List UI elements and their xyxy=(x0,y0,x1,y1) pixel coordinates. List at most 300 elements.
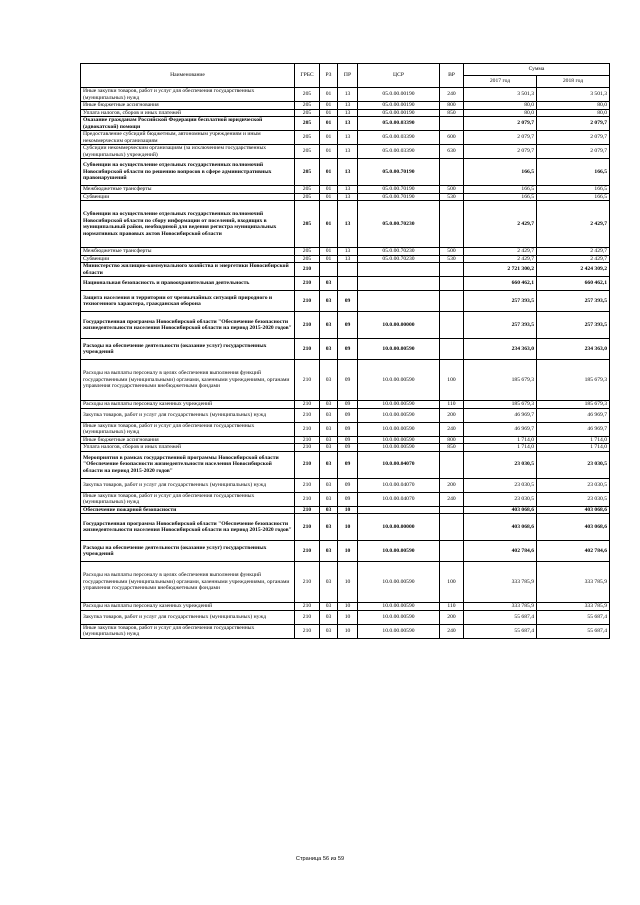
cell-vr: 500 xyxy=(440,248,464,256)
cell-grbs: 210 xyxy=(295,506,320,514)
cell-csr: 10.0.00.00590 xyxy=(358,603,440,611)
cell-name: Мероприятия в рамках государственной программы Новосибирской области "Обеспечение безопасности жизнедеятельности населения Новосибирской области на период 2015-2020 годов" xyxy=(81,451,295,478)
cell-name: Государственная программа Новосибирской области "Обеспечение безопасности жизнедеятельности населения Новосибирской области на период 2015-2020 годов" xyxy=(81,514,295,541)
cell-y2017: 1 714,0 xyxy=(464,436,537,444)
cell-rz: 03 xyxy=(320,401,338,409)
cell-pr: 13 xyxy=(338,88,358,102)
cell-y2017: 257 393,5 xyxy=(464,312,537,339)
cell-y2017: 46 969,7 xyxy=(464,422,537,436)
cell-pr: 09 xyxy=(338,339,358,360)
cell-y2018: 3 501,3 xyxy=(537,88,610,102)
cell-vr xyxy=(440,291,464,312)
cell-csr xyxy=(358,506,440,514)
cell-pr: 10 xyxy=(338,603,358,611)
cell-name: Уплата налогов, сборов и иных платежей xyxy=(81,109,295,117)
cell-grbs: 205 xyxy=(295,131,320,145)
cell-y2018: 80,0 xyxy=(537,102,610,110)
cell-name: Иные бюджетные ассигнования xyxy=(81,436,295,444)
cell-rz: 03 xyxy=(320,451,338,478)
header-rz: РЗ xyxy=(320,64,338,88)
cell-y2018: 46 969,7 xyxy=(537,408,610,422)
cell-csr: 10.0.00.00590 xyxy=(358,541,440,562)
cell-rz: 01 xyxy=(320,145,338,159)
cell-vr xyxy=(440,159,464,186)
cell-grbs: 205 xyxy=(295,145,320,159)
table-row xyxy=(81,603,610,611)
cell-rz: 01 xyxy=(320,117,338,131)
cell-pr: 09 xyxy=(338,312,358,339)
cell-y2017: 257 393,5 xyxy=(464,291,537,312)
cell-vr xyxy=(440,506,464,514)
cell-csr: 10.0.00.04070 xyxy=(358,451,440,478)
cell-y2018: 403 068,6 xyxy=(537,506,610,514)
cell-csr: 10.0.00.00000 xyxy=(358,312,440,339)
table-row xyxy=(81,444,610,452)
cell-grbs: 210 xyxy=(295,541,320,562)
table-row xyxy=(81,401,610,409)
cell-y2017: 80,0 xyxy=(464,109,537,117)
table-row xyxy=(81,624,610,638)
cell-csr: 05.0.00.70190 xyxy=(358,193,440,201)
cell-name: Расходы на выплаты персоналу в целях обеспечения выполнения функций государственными (муниципальными) органами, казенными учреждениями, органами управления государственными внебюджетными фондами xyxy=(81,562,295,603)
cell-y2017: 166,5 xyxy=(464,159,537,186)
cell-y2018: 80,0 xyxy=(537,109,610,117)
cell-y2018: 257 393,5 xyxy=(537,312,610,339)
cell-pr xyxy=(338,277,358,291)
cell-rz: 03 xyxy=(320,339,338,360)
cell-csr: 05.0.00.70190 xyxy=(358,186,440,194)
cell-grbs: 210 xyxy=(295,401,320,409)
cell-rz: 03 xyxy=(320,562,338,603)
cell-y2018: 185 679,3 xyxy=(537,360,610,401)
cell-pr: 13 xyxy=(338,193,358,201)
cell-grbs: 210 xyxy=(295,436,320,444)
table-row xyxy=(81,436,610,444)
cell-y2018: 166,5 xyxy=(537,159,610,186)
cell-grbs: 210 xyxy=(295,291,320,312)
cell-rz: 03 xyxy=(320,408,338,422)
table-row xyxy=(81,145,610,159)
cell-rz: 01 xyxy=(320,102,338,110)
cell-vr: 630 xyxy=(440,145,464,159)
cell-csr: 05.0.00.03390 xyxy=(358,131,440,145)
cell-y2017: 3 501,3 xyxy=(464,88,537,102)
cell-csr: 10.0.00.00000 xyxy=(358,514,440,541)
cell-grbs: 210 xyxy=(295,624,320,638)
cell-rz: 01 xyxy=(320,248,338,256)
table-row xyxy=(81,291,610,312)
cell-vr: 800 xyxy=(440,102,464,110)
table-body xyxy=(81,88,610,639)
cell-csr: 10.0.00.00590 xyxy=(358,360,440,401)
cell-grbs: 205 xyxy=(295,159,320,186)
cell-y2017: 166,5 xyxy=(464,186,537,194)
cell-name: Субвенции на осуществление отдельных государственных полномочий Новосибирской области по сбору информации от поселений, входящих в муниципальный район, необходимой для ведения регистра муниципальных нормативных правовых актов Новосибирской области xyxy=(81,201,295,248)
cell-name: Предоставление субсидий бюджетным, автономным учреждениям и иным некоммерческим организациям xyxy=(81,131,295,145)
cell-y2017: 55 687,4 xyxy=(464,624,537,638)
cell-y2018: 402 784,6 xyxy=(537,541,610,562)
page-number: Страница 56 из 59 xyxy=(295,856,345,862)
cell-vr xyxy=(440,117,464,131)
cell-y2018: 234 363,0 xyxy=(537,339,610,360)
cell-name: Оказание гражданам Российской Федерации бесплатной юридической (адвокатской) помощи xyxy=(81,117,295,131)
cell-csr: 05.0.00.70230 xyxy=(358,201,440,248)
cell-rz: 01 xyxy=(320,109,338,117)
cell-name: Межбюджетные трансферты xyxy=(81,248,295,256)
table-row xyxy=(81,492,610,506)
cell-rz: 03 xyxy=(320,492,338,506)
cell-y2017: 46 969,7 xyxy=(464,408,537,422)
cell-pr: 13 xyxy=(338,159,358,186)
cell-y2017: 55 687,4 xyxy=(464,610,537,624)
cell-rz: 03 xyxy=(320,291,338,312)
cell-grbs: 205 xyxy=(295,109,320,117)
cell-pr: 13 xyxy=(338,109,358,117)
cell-name: Расходы на обеспечение деятельности (оказание услуг) государственных учреждений xyxy=(81,339,295,360)
cell-vr: 530 xyxy=(440,193,464,201)
cell-vr xyxy=(440,514,464,541)
cell-y2017: 23 030,5 xyxy=(464,492,537,506)
cell-csr: 05.0.00.00190 xyxy=(358,109,440,117)
cell-grbs: 205 xyxy=(295,248,320,256)
cell-csr: 10.0.00.00590 xyxy=(358,339,440,360)
cell-vr: 110 xyxy=(440,401,464,409)
cell-vr: 240 xyxy=(440,492,464,506)
cell-vr: 800 xyxy=(440,436,464,444)
cell-csr: 05.0.00.03390 xyxy=(358,117,440,131)
cell-name: Расходы на выплаты персоналу в целях обеспечения выполнения функций государственными (муниципальными) органами, казенными учреждениями, органами управления государственными внебюджетными фондами xyxy=(81,360,295,401)
cell-rz: 03 xyxy=(320,610,338,624)
cell-grbs: 210 xyxy=(295,444,320,452)
table-row xyxy=(81,312,610,339)
cell-y2017: 2 079,7 xyxy=(464,145,537,159)
table-row xyxy=(81,117,610,131)
cell-pr: 13 xyxy=(338,145,358,159)
cell-vr xyxy=(440,339,464,360)
cell-grbs: 210 xyxy=(295,422,320,436)
cell-vr: 100 xyxy=(440,562,464,603)
cell-rz: 03 xyxy=(320,312,338,339)
cell-y2018: 2 424 309,2 xyxy=(537,263,610,277)
cell-name: Расходы на выплаты персоналу казенных учреждений xyxy=(81,401,295,409)
cell-csr: 10.0.00.04070 xyxy=(358,478,440,492)
cell-name: Закупка товаров, работ и услуг для государственных (муниципальных) нужд xyxy=(81,408,295,422)
cell-y2018: 55 687,4 xyxy=(537,624,610,638)
cell-vr xyxy=(440,312,464,339)
cell-name: Иные закупки товаров, работ и услуг для обеспечения государственных (муниципальных) нужд xyxy=(81,492,295,506)
cell-vr: 110 xyxy=(440,603,464,611)
cell-grbs: 210 xyxy=(295,514,320,541)
cell-pr: 09 xyxy=(338,422,358,436)
cell-vr xyxy=(440,451,464,478)
cell-y2018: 333 785,9 xyxy=(537,603,610,611)
cell-grbs: 210 xyxy=(295,408,320,422)
cell-y2017: 1 714,0 xyxy=(464,444,537,452)
cell-y2018: 166,5 xyxy=(537,193,610,201)
cell-vr: 240 xyxy=(440,624,464,638)
cell-pr: 10 xyxy=(338,562,358,603)
cell-y2018: 166,5 xyxy=(537,186,610,194)
cell-csr: 05.0.00.70190 xyxy=(358,159,440,186)
table-row xyxy=(81,159,610,186)
cell-y2017: 2 721 300,2 xyxy=(464,263,537,277)
cell-name: Обеспечение пожарной безопасности xyxy=(81,506,295,514)
cell-y2018: 2 429,7 xyxy=(537,248,610,256)
cell-csr: 10.0.00.00590 xyxy=(358,401,440,409)
table-row xyxy=(81,88,610,102)
table-row xyxy=(81,562,610,603)
cell-pr: 10 xyxy=(338,624,358,638)
cell-y2017: 166,5 xyxy=(464,193,537,201)
header-name: Наименование xyxy=(81,64,295,88)
cell-rz: 03 xyxy=(320,444,338,452)
cell-pr: 09 xyxy=(338,408,358,422)
table-row xyxy=(81,451,610,478)
cell-y2018: 257 393,5 xyxy=(537,291,610,312)
cell-pr: 13 xyxy=(338,102,358,110)
header-grbs: ГРБС xyxy=(295,64,320,88)
table-row xyxy=(81,186,610,194)
cell-vr: 850 xyxy=(440,109,464,117)
cell-vr: 530 xyxy=(440,255,464,263)
cell-grbs: 205 xyxy=(295,88,320,102)
header-year-2018: 2018 год xyxy=(537,76,610,88)
table-row xyxy=(81,610,610,624)
cell-csr: 10.0.00.00590 xyxy=(358,422,440,436)
cell-rz: 03 xyxy=(320,360,338,401)
cell-csr: 05.0.00.70230 xyxy=(358,248,440,256)
cell-grbs: 205 xyxy=(295,186,320,194)
cell-y2018: 1 714,0 xyxy=(537,444,610,452)
cell-pr: 09 xyxy=(338,492,358,506)
cell-pr: 10 xyxy=(338,514,358,541)
cell-y2018: 185 679,3 xyxy=(537,401,610,409)
cell-grbs: 210 xyxy=(295,492,320,506)
cell-y2017: 333 785,9 xyxy=(464,603,537,611)
cell-rz: 01 xyxy=(320,255,338,263)
cell-name: Расходы на выплаты персоналу казенных учреждений xyxy=(81,603,295,611)
cell-rz: 01 xyxy=(320,186,338,194)
cell-pr: 13 xyxy=(338,248,358,256)
cell-csr: 05.0.00.00190 xyxy=(358,88,440,102)
table-row xyxy=(81,131,610,145)
cell-y2018: 333 785,9 xyxy=(537,562,610,603)
table-row xyxy=(81,109,610,117)
cell-vr: 200 xyxy=(440,478,464,492)
table-row xyxy=(81,263,610,277)
cell-y2017: 660 462,1 xyxy=(464,277,537,291)
cell-rz: 01 xyxy=(320,193,338,201)
cell-pr: 13 xyxy=(338,117,358,131)
cell-rz: 01 xyxy=(320,131,338,145)
cell-name: Субвенции xyxy=(81,255,295,263)
cell-y2017: 2 429,7 xyxy=(464,248,537,256)
table-row xyxy=(81,514,610,541)
cell-csr: 10.0.00.00590 xyxy=(358,610,440,624)
cell-grbs: 205 xyxy=(295,201,320,248)
cell-grbs: 205 xyxy=(295,102,320,110)
cell-y2017: 23 030,5 xyxy=(464,478,537,492)
cell-grbs: 210 xyxy=(295,339,320,360)
table-row xyxy=(81,360,610,401)
cell-grbs: 210 xyxy=(295,360,320,401)
table-row xyxy=(81,478,610,492)
cell-grbs: 205 xyxy=(295,117,320,131)
cell-y2017: 402 784,6 xyxy=(464,541,537,562)
header-year-2017: 2017 год xyxy=(464,76,537,88)
cell-y2017: 185 679,3 xyxy=(464,401,537,409)
cell-rz: 03 xyxy=(320,436,338,444)
cell-name: Закупка товаров, работ и услуг для государственных (муниципальных) нужд xyxy=(81,610,295,624)
cell-y2017: 2 429,7 xyxy=(464,201,537,248)
cell-y2018: 660 462,1 xyxy=(537,277,610,291)
table-row xyxy=(81,193,610,201)
cell-grbs: 210 xyxy=(295,603,320,611)
cell-name: Закупка товаров, работ и услуг для государственных (муниципальных) нужд xyxy=(81,478,295,492)
cell-vr: 850 xyxy=(440,444,464,452)
cell-vr: 100 xyxy=(440,360,464,401)
cell-grbs: 210 xyxy=(295,263,320,277)
header-sum: Сумма xyxy=(464,64,610,76)
cell-y2018: 2 429,7 xyxy=(537,201,610,248)
cell-y2017: 185 679,3 xyxy=(464,360,537,401)
cell-y2018: 23 030,5 xyxy=(537,478,610,492)
cell-pr: 10 xyxy=(338,610,358,624)
cell-pr: 09 xyxy=(338,401,358,409)
cell-y2018: 2 079,7 xyxy=(537,117,610,131)
header-csr: ЦСР xyxy=(358,64,440,88)
cell-name: Иные закупки товаров, работ и услуг для обеспечения государственных (муниципальных) нужд xyxy=(81,88,295,102)
table-row xyxy=(81,339,610,360)
cell-pr: 10 xyxy=(338,506,358,514)
cell-y2017: 333 785,9 xyxy=(464,562,537,603)
cell-vr xyxy=(440,201,464,248)
cell-pr: 09 xyxy=(338,478,358,492)
table-row xyxy=(81,277,610,291)
cell-name: Иные бюджетные ассигнования xyxy=(81,102,295,110)
table-row xyxy=(81,408,610,422)
cell-rz: 03 xyxy=(320,514,338,541)
cell-csr xyxy=(358,291,440,312)
cell-csr: 10.0.00.00590 xyxy=(358,624,440,638)
cell-grbs: 210 xyxy=(295,451,320,478)
cell-csr: 05.0.00.00190 xyxy=(358,102,440,110)
cell-vr xyxy=(440,263,464,277)
cell-pr: 10 xyxy=(338,541,358,562)
cell-vr xyxy=(440,541,464,562)
cell-y2018: 55 687,4 xyxy=(537,610,610,624)
cell-name: Иные закупки товаров, работ и услуг для обеспечения государственных (муниципальных) нужд xyxy=(81,624,295,638)
cell-rz: 03 xyxy=(320,277,338,291)
cell-pr: 13 xyxy=(338,255,358,263)
cell-name: Защита населения и территории от чрезвычайных ситуаций природного и техногенного характера, гражданская оборона xyxy=(81,291,295,312)
cell-csr xyxy=(358,263,440,277)
table-row xyxy=(81,201,610,248)
cell-csr: 10.0.00.00590 xyxy=(358,562,440,603)
cell-name: Субсидии некоммерческим организациям (за исключением государственных (муниципальных) учреждений) xyxy=(81,145,295,159)
cell-name: Иные закупки товаров, работ и услуг для обеспечения государственных (муниципальных) нужд xyxy=(81,422,295,436)
cell-vr: 200 xyxy=(440,408,464,422)
cell-grbs: 210 xyxy=(295,610,320,624)
cell-y2017: 403 068,6 xyxy=(464,506,537,514)
cell-name: Межбюджетные трансферты xyxy=(81,186,295,194)
cell-y2017: 80,0 xyxy=(464,102,537,110)
cell-csr: 10.0.00.00590 xyxy=(358,444,440,452)
cell-y2018: 1 714,0 xyxy=(537,436,610,444)
cell-grbs: 210 xyxy=(295,312,320,339)
cell-y2017: 2 079,7 xyxy=(464,117,537,131)
cell-grbs: 210 xyxy=(295,277,320,291)
cell-y2017: 2 079,7 xyxy=(464,131,537,145)
cell-name: Расходы на обеспечение деятельности (оказание услуг) государственных учреждений xyxy=(81,541,295,562)
cell-name: Уплата налогов, сборов и иных платежей xyxy=(81,444,295,452)
cell-csr: 10.0.00.00590 xyxy=(358,408,440,422)
cell-rz: 01 xyxy=(320,88,338,102)
cell-rz: 03 xyxy=(320,478,338,492)
cell-y2018: 46 969,7 xyxy=(537,422,610,436)
cell-vr: 200 xyxy=(440,610,464,624)
cell-vr: 240 xyxy=(440,422,464,436)
table-row xyxy=(81,506,610,514)
cell-name: Национальная безопасность и правоохранительная деятельность xyxy=(81,277,295,291)
cell-y2017: 234 363,0 xyxy=(464,339,537,360)
cell-pr: 09 xyxy=(338,360,358,401)
cell-y2017: 2 429,7 xyxy=(464,255,537,263)
cell-rz: 01 xyxy=(320,201,338,248)
cell-name: Субвенции на осуществление отдельных государственных полномочий Новосибирской области по решению вопросов в сфере административных правонарушений xyxy=(81,159,295,186)
cell-rz xyxy=(320,263,338,277)
cell-rz: 03 xyxy=(320,624,338,638)
cell-grbs: 205 xyxy=(295,193,320,201)
header-pr: ПР xyxy=(338,64,358,88)
cell-rz: 03 xyxy=(320,506,338,514)
cell-grbs: 210 xyxy=(295,478,320,492)
cell-csr: 10.0.00.00590 xyxy=(358,436,440,444)
cell-csr: 05.0.00.03390 xyxy=(358,145,440,159)
budget-table xyxy=(80,63,610,639)
cell-csr: 05.0.00.70230 xyxy=(358,255,440,263)
cell-vr: 240 xyxy=(440,88,464,102)
cell-pr: 09 xyxy=(338,291,358,312)
cell-pr xyxy=(338,263,358,277)
cell-pr: 09 xyxy=(338,451,358,478)
cell-pr: 13 xyxy=(338,201,358,248)
cell-pr: 09 xyxy=(338,444,358,452)
table-row xyxy=(81,248,610,256)
cell-y2018: 2 079,7 xyxy=(537,145,610,159)
cell-y2017: 23 030,5 xyxy=(464,451,537,478)
table-row xyxy=(81,255,610,263)
cell-name: Субвенции xyxy=(81,193,295,201)
cell-grbs: 205 xyxy=(295,255,320,263)
cell-y2018: 23 030,5 xyxy=(537,451,610,478)
cell-vr xyxy=(440,277,464,291)
cell-grbs: 210 xyxy=(295,562,320,603)
header-vr: ВР xyxy=(440,64,464,88)
table-row xyxy=(81,102,610,110)
cell-y2017: 403 068,6 xyxy=(464,514,537,541)
cell-pr: 13 xyxy=(338,131,358,145)
cell-vr: 500 xyxy=(440,186,464,194)
cell-y2018: 403 068,6 xyxy=(537,514,610,541)
cell-name: Государственная программа Новосибирской области "Обеспечение безопасности жизнедеятельности населения Новосибирской области на период 2015-2020 годов" xyxy=(81,312,295,339)
cell-y2018: 2 429,7 xyxy=(537,255,610,263)
cell-rz: 03 xyxy=(320,422,338,436)
cell-pr: 13 xyxy=(338,186,358,194)
table-row xyxy=(81,541,610,562)
cell-name: Министерство жилищно-коммунального хозяйства и энергетики Новосибирской области xyxy=(81,263,295,277)
cell-y2018: 2 079,7 xyxy=(537,131,610,145)
